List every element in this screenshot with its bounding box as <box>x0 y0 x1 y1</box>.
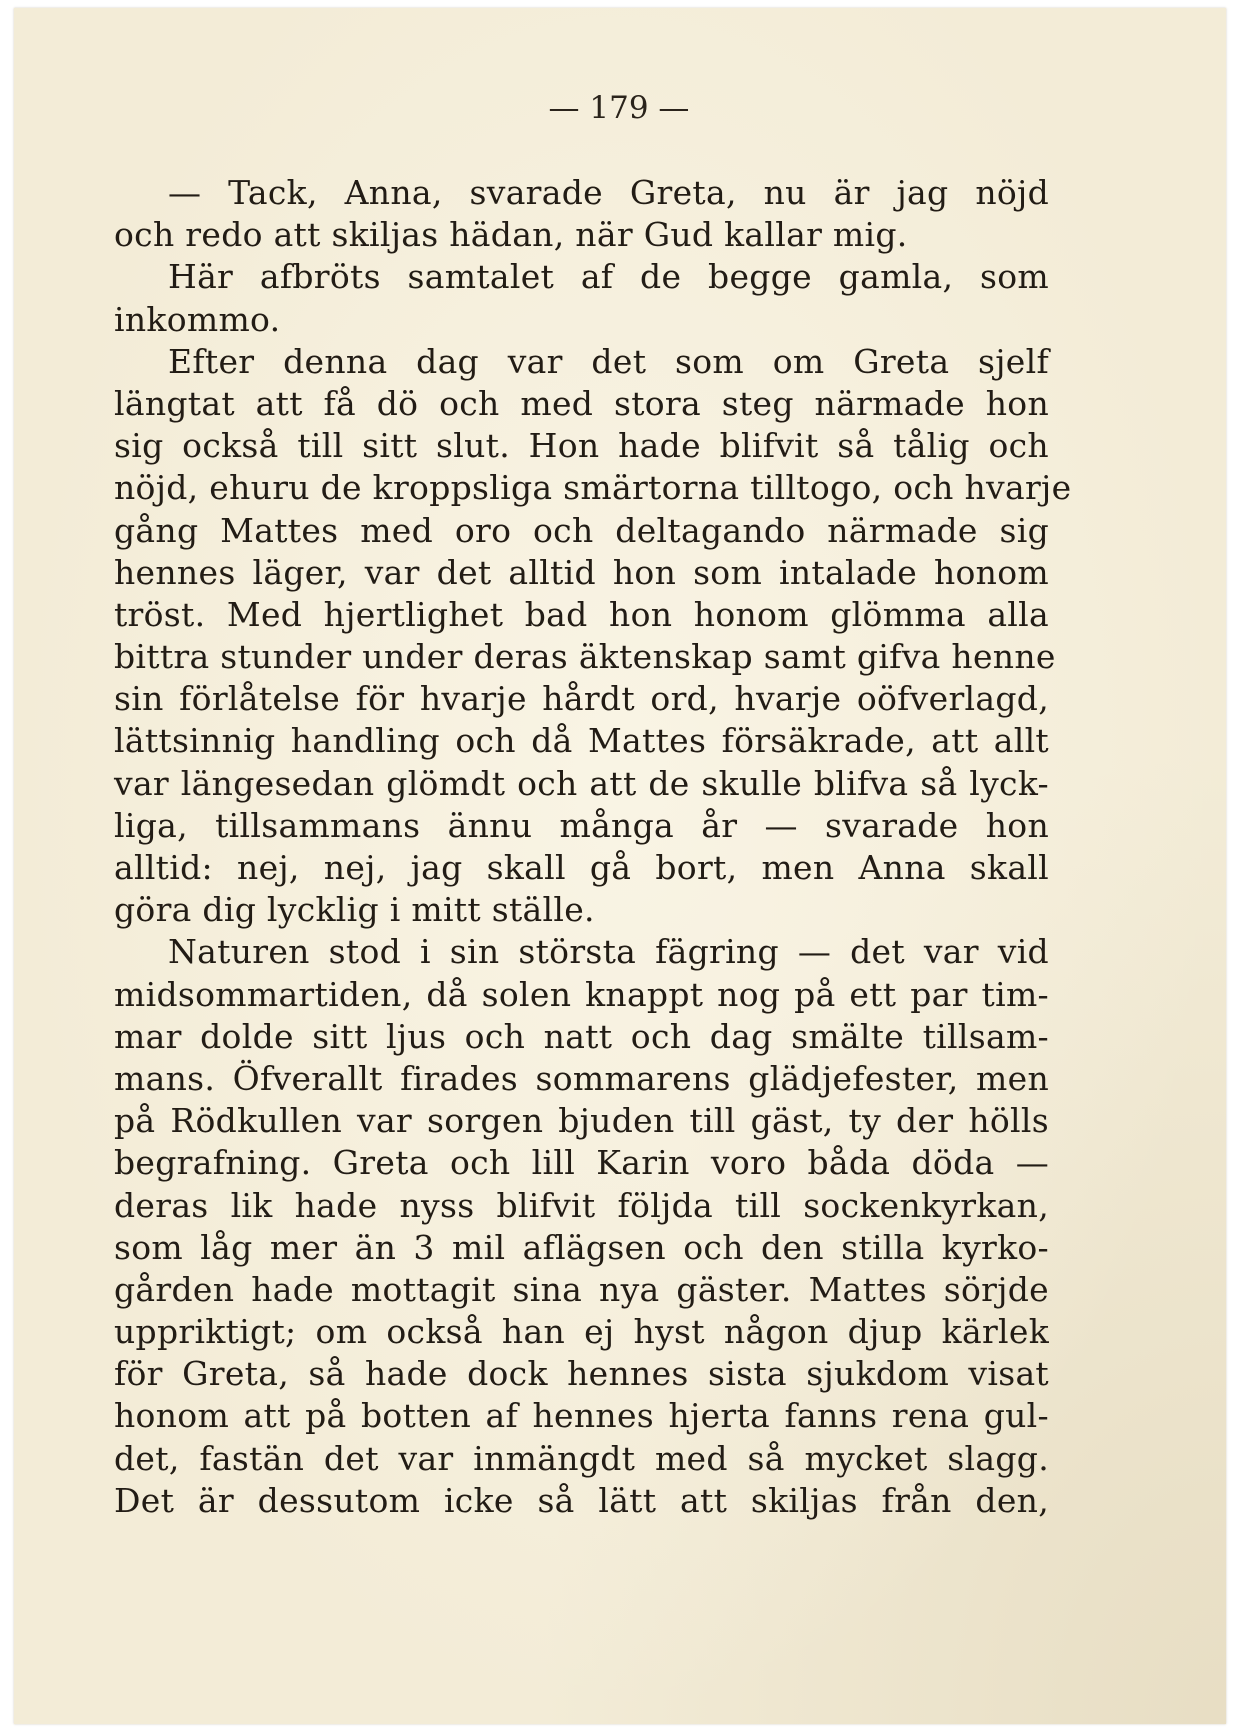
text-line: mar dolde sitt ljus och natt och dag smälte tillsam- <box>114 1016 1049 1056</box>
text-line: sin förlåtelse för hvarje hårdt ord, hvarje oöfverlagd, <box>114 679 1049 719</box>
text-line: gården hade mottagit sina nya gäster. Mattes sörjde <box>114 1269 1049 1309</box>
text-line: gång Mattes med oro och deltagando närmade sig <box>114 510 1049 550</box>
text-line: bittra stunder under deras äktenskap samt gifva henne <box>114 637 1056 677</box>
text-line: midsommartiden, då solen knappt nog på ett par tim- <box>114 974 1049 1014</box>
text-line: lättsinnig handling och då Mattes försäkrade, att allt <box>114 721 1049 761</box>
text-line: på Rödkullen var sorgen bjuden till gäst, ty der hölls <box>114 1101 1049 1141</box>
text-line: var längesedan glömdt och att de skulle blifva så lyck- <box>114 763 1049 803</box>
text-line: och redo att skiljas hädan, när Gud kallar mig. <box>114 215 908 255</box>
text-line: mans. Öfverallt firades sommarens glädjefester, men <box>114 1058 1049 1098</box>
text-line: längtat att få dö och med stora steg närmade hon <box>114 383 1049 423</box>
text-line: nöjd, ehuru de kroppsliga smärtorna tilltogo, och hvarje <box>114 468 1072 508</box>
text-line: alltid: nej, nej, jag skall gå bort, men Anna skall <box>114 848 1049 887</box>
text-line: begrafning. Greta och lill Karin voro båda döda — <box>114 1143 1049 1183</box>
text-line: för Greta, så hade dock hennes sista sjukdom visat <box>114 1354 1049 1394</box>
text-line: som låg mer än 3 mil aflägsen och den stilla kyrko- <box>114 1227 1049 1267</box>
text-line: sig också till sitt slut. Hon hade blifvit så tålig och <box>114 426 1049 466</box>
text-line: göra dig lycklig i mitt ställe. <box>114 890 595 930</box>
text-line: Det är dessutom icke så lätt att skiljas från den, <box>114 1480 1049 1520</box>
text-line: inkommo. <box>114 299 281 339</box>
text-line: Naturen stod i sin största fägring — det var vid <box>168 932 1049 972</box>
text-line: det, fastän det var inmängdt med så mycket slagg. <box>114 1438 1049 1478</box>
text-line: — Tack, Anna, svarade Greta, nu är jag nöjd <box>168 173 1049 212</box>
text-line: liga, tillsammans ännu många år — svarade hon <box>114 805 1049 845</box>
text-line: deras lik hade nyss blifvit följda till sockenkyrkan, <box>114 1185 1049 1225</box>
text-line: tröst. Med hjertlighet bad hon honom glömma alla <box>114 594 1049 634</box>
text-line: Efter denna dag var det som om Greta sjelf <box>168 341 1049 381</box>
body-text <box>114 172 1072 1522</box>
page-number: — 179 — <box>548 90 690 126</box>
text-line: honom att på botten af hennes hjerta fanns rena gul- <box>114 1396 1049 1436</box>
text-line: Här afbröts samtalet af de begge gamla, som <box>168 257 1049 297</box>
text-line: hennes läger, var det alltid hon som intalade honom <box>114 552 1049 592</box>
text-line: uppriktigt; om också han ej hyst någon djup kärlek <box>114 1312 1049 1352</box>
